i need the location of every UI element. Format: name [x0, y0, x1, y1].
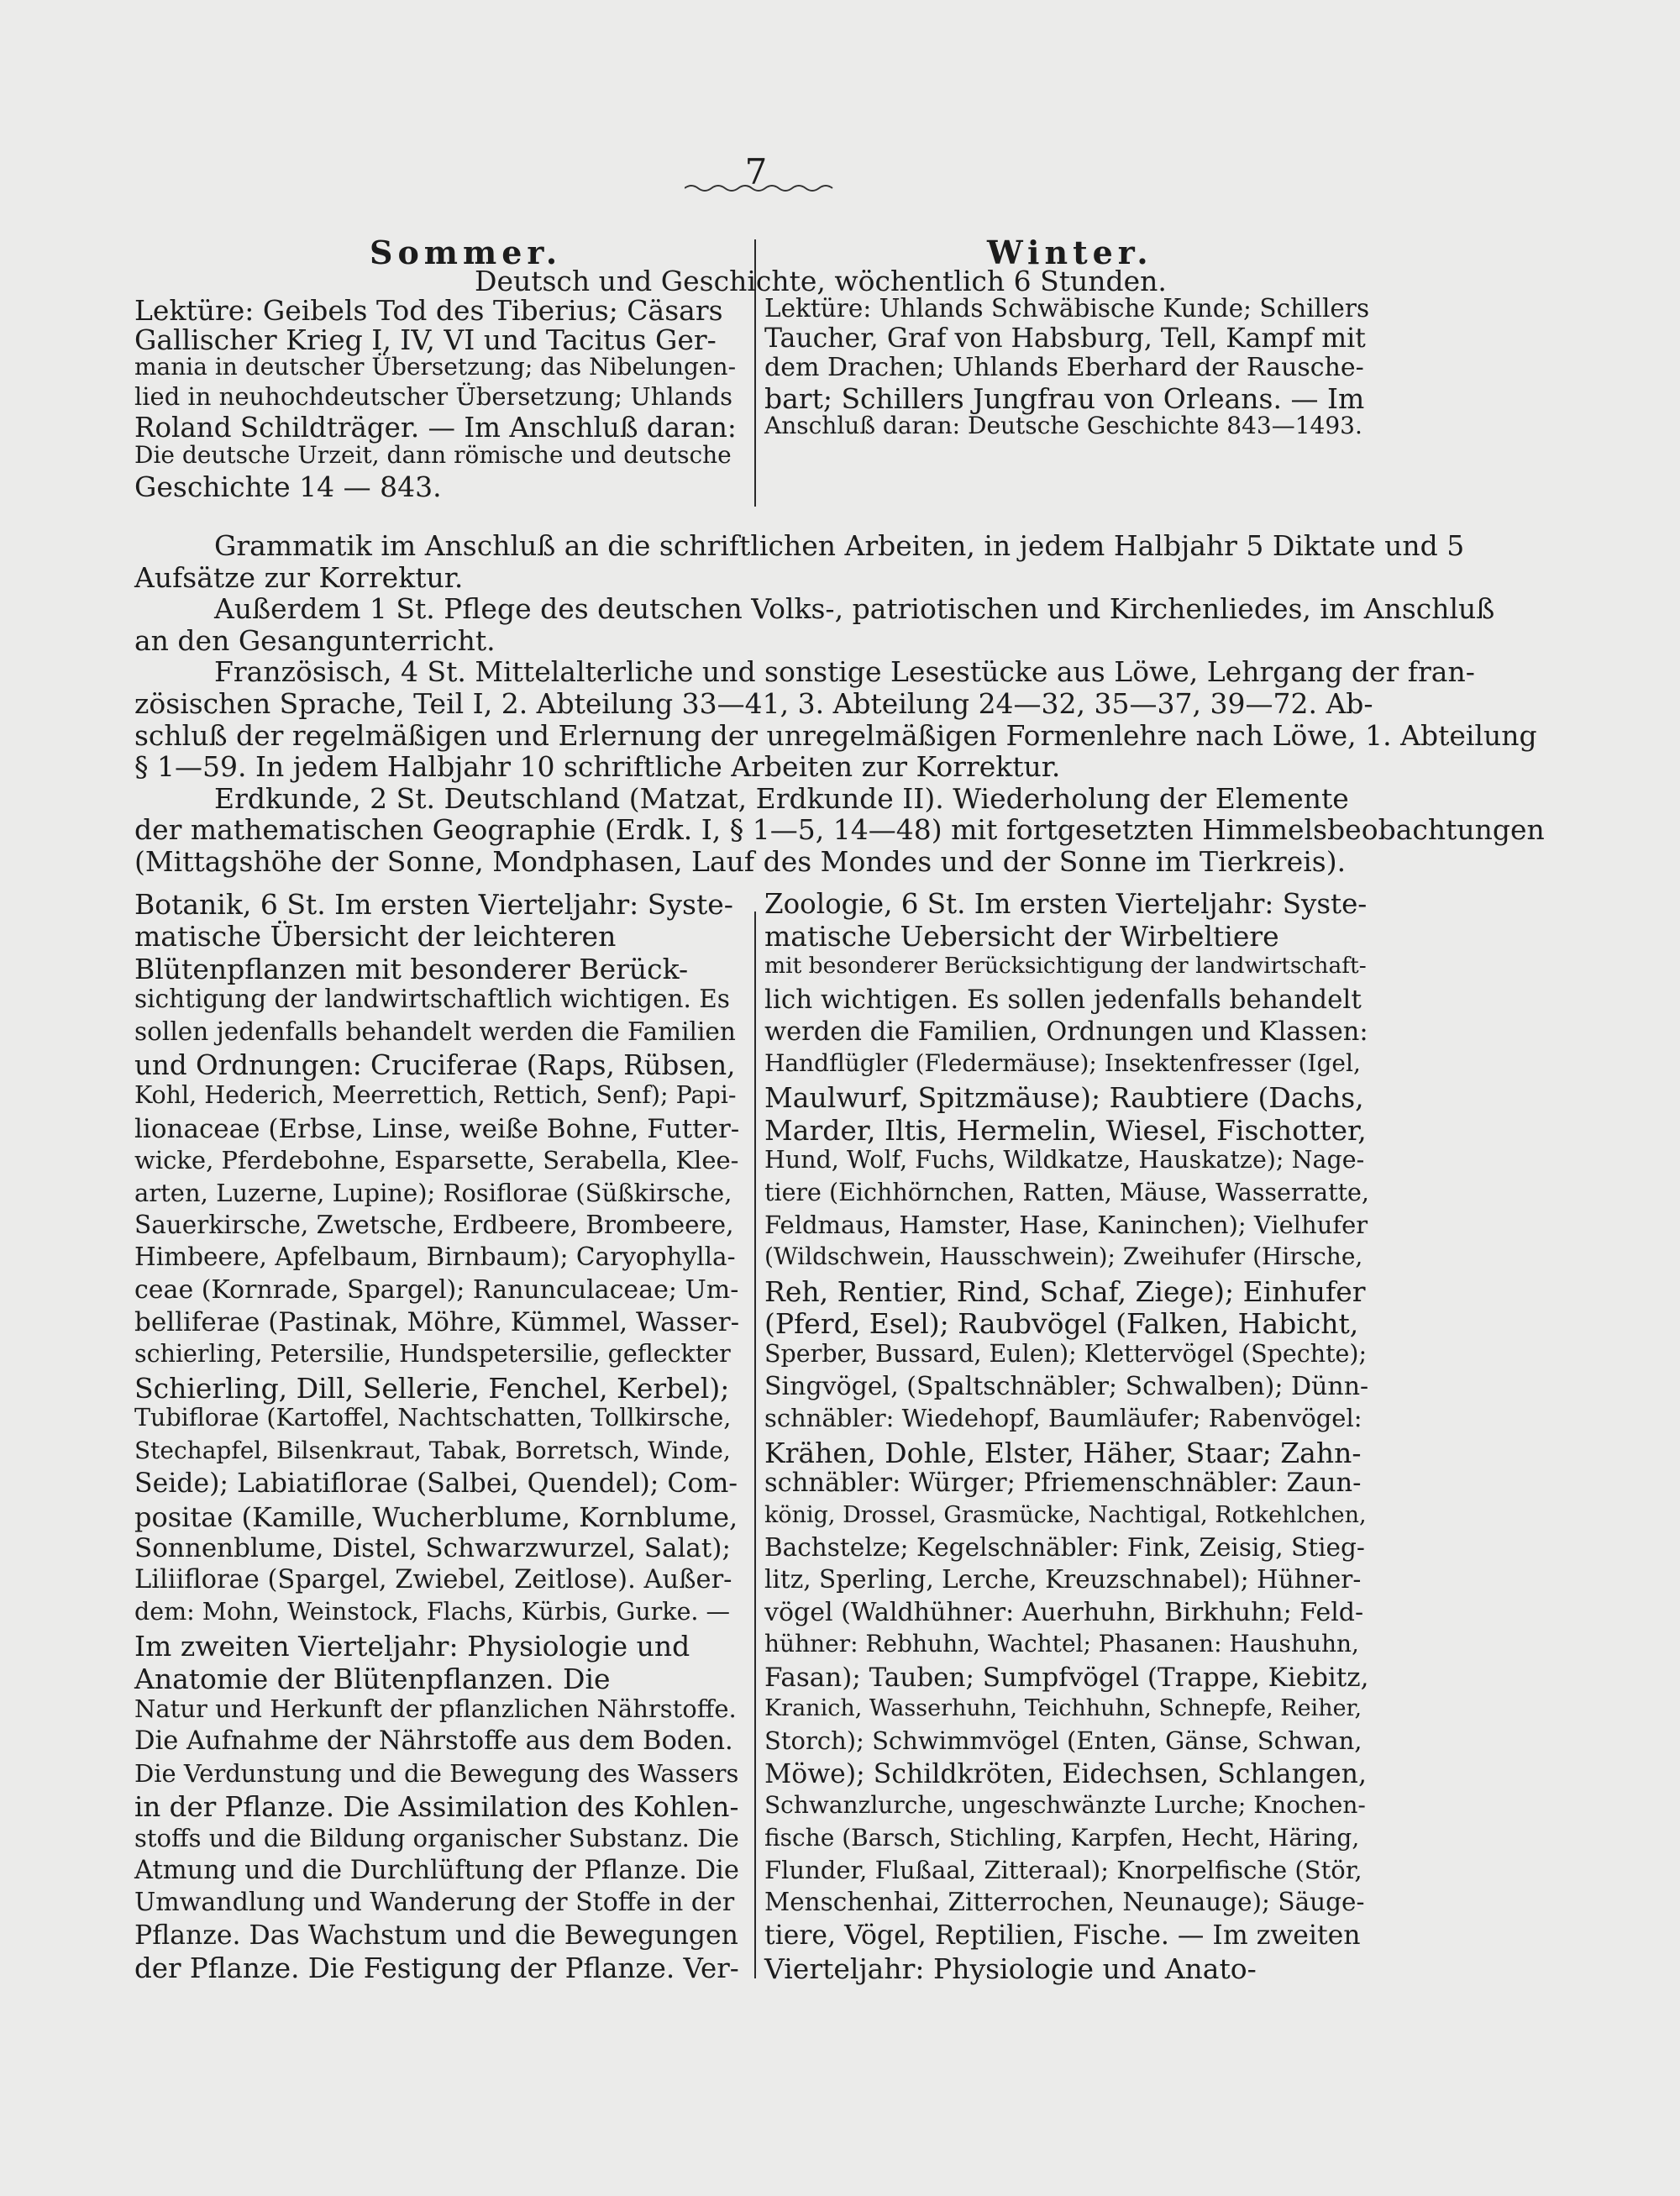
- text-line: Grammatik im Anschluß an die schriftlichen Arbeiten, in jedem Halbjahr 5 Diktate und 5: [214, 529, 1465, 562]
- text-line: schnäbler: Wiedehopf, Baumläufer; Rabenvögel:: [764, 1404, 1362, 1433]
- text-line: Im zweiten Vierteljahr: Physiologie und: [134, 1630, 690, 1663]
- text-line: tiere (Eichhörnchen, Ratten, Mäuse, Wasserratte,: [764, 1178, 1369, 1206]
- text-line: der Pflanze. Die Festigung der Pflanze. Ver-: [134, 1952, 739, 1985]
- text-line: fische (Barsch, Stichling, Karpfen, Hecht, Häring,: [764, 1823, 1360, 1852]
- text-line: Vierteljahr: Physiologie und Anato-: [764, 1952, 1257, 1986]
- text-line: Flunder, Flußaal, Zitteraal); Knorpelfische (Stör,: [764, 1856, 1362, 1884]
- text-line: Möwe); Schildkröten, Eidechsen, Schlangen,: [764, 1758, 1367, 1789]
- text-line: Die deutsche Urzeit, dann römische und deutsche: [134, 441, 732, 469]
- text-line: Blütenpflanzen mit besonderer Berück-: [134, 952, 689, 985]
- text-line: Handflügler (Fledermäuse); Insektenfresser (Igel,: [764, 1049, 1361, 1077]
- text-line: arten, Luzerne, Lupine); Rosiflorae (Süßkirsche,: [134, 1178, 732, 1207]
- text-line: Feldmaus, Hamster, Hase, Kaninchen); Vielhufer: [764, 1211, 1368, 1239]
- text-line: matische Übersicht der leichteren: [134, 920, 617, 954]
- text-line: positae (Kamille, Wucherblume, Kornblume,: [134, 1500, 738, 1533]
- text-line: mit besonderer Berücksichtigung der landwirtschaft-: [764, 952, 1367, 979]
- text-line: Schwanzlurche, ungeschwänzte Lurche; Knochen-: [764, 1791, 1366, 1820]
- text-line: Natur und Herkunft der pflanzlichen Nährstoffe.: [134, 1694, 737, 1723]
- text-line: tiere, Vögel, Reptilien, Fische. — Im zweiten: [764, 1920, 1361, 1951]
- text-line: Anatomie der Blütenpflanzen. Die: [134, 1662, 611, 1695]
- text-line: Zoologie, 6 St. Im ersten Vierteljahr: Syste-: [764, 888, 1368, 920]
- text-line: Sauerkirsche, Zwetsche, Erdbeere, Brombeere,: [134, 1211, 734, 1239]
- text-line: Schierling, Dill, Sellerie, Fenchel, Kerbel);: [134, 1372, 730, 1405]
- text-line: bart; Schillers Jungfrau von Orleans. — Im: [764, 382, 1365, 415]
- text-line: lionaceae (Erbse, Linse, weiße Bohne, Futter-: [134, 1113, 740, 1144]
- text-line: werden die Familien, Ordnungen und Klassen:: [764, 1017, 1368, 1047]
- text-line: Aufsätze zur Korrektur.: [134, 560, 464, 594]
- text-line: könig, Drossel, Grasmücke, Nachtigal, Rotkehlchen,: [764, 1501, 1367, 1528]
- text-line: Roland Schildträger. — Im Anschluß daran:: [134, 412, 737, 444]
- text-line: Seide); Labiatiflorae (Salbei, Quendel); Com-: [134, 1468, 738, 1500]
- text-line: Menschenhai, Zitterrochen, Neunauge); Säuge-: [764, 1888, 1365, 1917]
- text-line: Außerdem 1 St. Pflege des deutschen Volks-, patriotischen und Kirchenliedes, im Anschluß: [214, 592, 1495, 626]
- text-line: Liliiflorae (Spargel, Zwiebel, Zeitlose). Außer-: [134, 1565, 732, 1595]
- text-line: litz, Sperling, Lerche, Kreuzschnabel); Hühner-: [764, 1565, 1362, 1594]
- text-line: Himbeere, Apfelbaum, Birnbaum); Caryophylla-: [134, 1242, 736, 1272]
- text-line: Botanik, 6 St. Im ersten Vierteljahr: Syste-: [134, 888, 733, 921]
- text-line: Atmung und die Durchlüftung der Pflanze. Die: [134, 1856, 739, 1885]
- text-line: Geschichte 14 — 843.: [134, 470, 442, 503]
- page-number: 7: [744, 151, 768, 192]
- text-line: Kohl, Hederich, Meerrettich, Rettich, Senf); Papi-: [134, 1081, 737, 1110]
- text-line: belliferae (Pastinak, Möhre, Kümmel, Wasser-: [134, 1307, 740, 1338]
- text-line: Maulwurf, Spitzmäuse); Raubtiere (Dachs,: [764, 1081, 1364, 1115]
- text-line: Lektüre: Uhlands Schwäbische Kunde; Schillers: [764, 294, 1370, 323]
- text-line: Stechapfel, Bilsenkraut, Tabak, Borretsch, Winde,: [134, 1436, 731, 1464]
- text-line: Singvögel, (Spaltschnäbler; Schwalben); Dünn-: [764, 1372, 1369, 1401]
- text-line: mania in deutscher Übersetzung; das Nibelungen-: [134, 353, 737, 381]
- text-line: (Pferd, Esel); Raubvögel (Falken, Habicht,: [764, 1307, 1359, 1341]
- text-line: Fasan); Tauben; Sumpfvögel (Trappe, Kiebitz,: [764, 1662, 1369, 1693]
- text-line: ceae (Kornrade, Spargel); Ranunculaceae; Um-: [134, 1274, 739, 1305]
- text-line: (Wildschwein, Hausschwein); Zweihufer (Hirsche,: [764, 1242, 1363, 1271]
- text-line: hühner: Rebhuhn, Wachtel; Phasanen: Haushuhn,: [764, 1630, 1359, 1658]
- header-summer: Sommer.: [370, 234, 563, 271]
- text-line: Hund, Wolf, Fuchs, Wildkatze, Hauskatze); Nage-: [764, 1146, 1365, 1174]
- text-line: Umwandlung und Wanderung der Stoffe in der: [134, 1888, 735, 1918]
- text-line: Anschluß daran: Deutsche Geschichte 843—1493.: [764, 412, 1362, 439]
- text-line: Französisch, 4 St. Mittelalterliche und sonstige Lesestücke aus Löwe, Lehrgang der fran-: [214, 655, 1475, 689]
- text-line: Bachstelze; Kegelschnäbler: Fink, Zeisig, Stieg-: [764, 1533, 1365, 1562]
- text-line: schnäbler: Würger; Pfriemenschnäbler: Zaun-: [764, 1468, 1362, 1499]
- ornament-rule-icon: [685, 181, 836, 195]
- text-line: lied in neuhochdeutscher Übersetzung; Uhlands: [134, 382, 733, 411]
- text-line: schierling, Petersilie, Hundspetersilie, gefleckter: [134, 1339, 731, 1368]
- text-line: an den Gesangunterricht.: [134, 623, 496, 657]
- text-line: Storch); Schwimmvögel (Enten, Gänse, Schwan,: [764, 1726, 1362, 1756]
- subject-line: Deutsch und Geschichte, wöchentlich 6 Stunden.: [475, 265, 1167, 297]
- text-line: und Ordnungen: Cruciferae (Raps, Rübsen,: [134, 1049, 736, 1081]
- text-line: Gallischer Krieg I, IV, VI und Tacitus Ger-: [134, 323, 717, 356]
- text-line: lich wichtigen. Es sollen jedenfalls behandelt: [764, 985, 1362, 1016]
- text-line: Tubiflorae (Kartoffel, Nachtschatten, Tollkirsche,: [134, 1404, 732, 1432]
- text-line: Pflanze. Das Wachstum und die Bewegungen: [134, 1920, 738, 1951]
- text-line: dem Drachen; Uhlands Eberhard der Rausche-: [764, 353, 1364, 382]
- text-line: Krähen, Dohle, Elster, Häher, Staar; Zahn-: [764, 1436, 1362, 1469]
- text-line: § 1—59. In jedem Halbjahr 10 schriftliche Arbeiten zur Korrektur.: [134, 750, 1061, 784]
- text-line: Sperber, Bussard, Eulen); Klettervögel (Spechte);: [764, 1339, 1368, 1368]
- text-line: in der Pflanze. Die Assimilation des Kohlen-: [134, 1791, 739, 1824]
- text-line: Sonnenblume, Distel, Schwarzwurzel, Salat);: [134, 1533, 731, 1563]
- text-line: schluß der regelmäßigen und Erlernung der unregelmäßigen Formenlehre nach Löwe, 1. Abteilung: [134, 718, 1537, 752]
- text-line: der mathematischen Geographie (Erdk. I, § 1—5, 14—48) mit fortgesetzten Himmelsbeobachtungen: [134, 813, 1545, 847]
- text-line: wicke, Pferdebohne, Esparsette, Serabella, Klee-: [134, 1146, 739, 1175]
- text-line: Taucher, Graf von Habsburg, Tell, Kampf mit: [764, 323, 1366, 354]
- text-line: Die Verdunstung und die Bewegung des Wassers: [134, 1758, 739, 1788]
- text-line: Kranich, Wasserhuhn, Teichhuhn, Schnepfe, Reiher,: [764, 1695, 1362, 1721]
- text-line: Marder, Iltis, Hermelin, Wiesel, Fischotter,: [764, 1113, 1367, 1147]
- text-line: Lektüre: Geibels Tod des Tiberius; Cäsars: [134, 294, 723, 327]
- text-line: Erdkunde, 2 St. Deutschland (Matzat, Erdkunde II). Wiederholung der Elemente: [214, 781, 1349, 815]
- text-line: vögel (Waldhühner: Auerhuhn, Birkhuhn; Feld-: [764, 1597, 1364, 1627]
- column-divider-bottom: [754, 911, 756, 1978]
- text-line: sichtigung der landwirtschaftlich wichtigen. Es: [134, 985, 730, 1014]
- text-line: dem: Mohn, Weinstock, Flachs, Kürbis, Gurke. —: [134, 1597, 731, 1626]
- text-line: Reh, Rentier, Rind, Schaf, Ziege); Einhufer: [764, 1274, 1366, 1308]
- text-line: (Mittagshöhe der Sonne, Mondphasen, Lauf des Mondes und der Sonne im Tierkreis).: [134, 845, 1347, 878]
- header-winter: Winter.: [987, 234, 1153, 271]
- text-line: zösischen Sprache, Teil I, 2. Abteilung 33—41, 3. Abteilung 24—32, 35—37, 39—72. Ab-: [134, 687, 1373, 720]
- text-line: stoffs und die Bildung organischer Substanz. Die: [134, 1823, 739, 1852]
- text-line: sollen jedenfalls behandelt werden die Familien: [134, 1017, 736, 1046]
- text-line: matische Uebersicht der Wirbeltiere: [764, 920, 1279, 954]
- text-line: Die Aufnahme der Nährstoffe aus dem Boden.: [134, 1726, 733, 1757]
